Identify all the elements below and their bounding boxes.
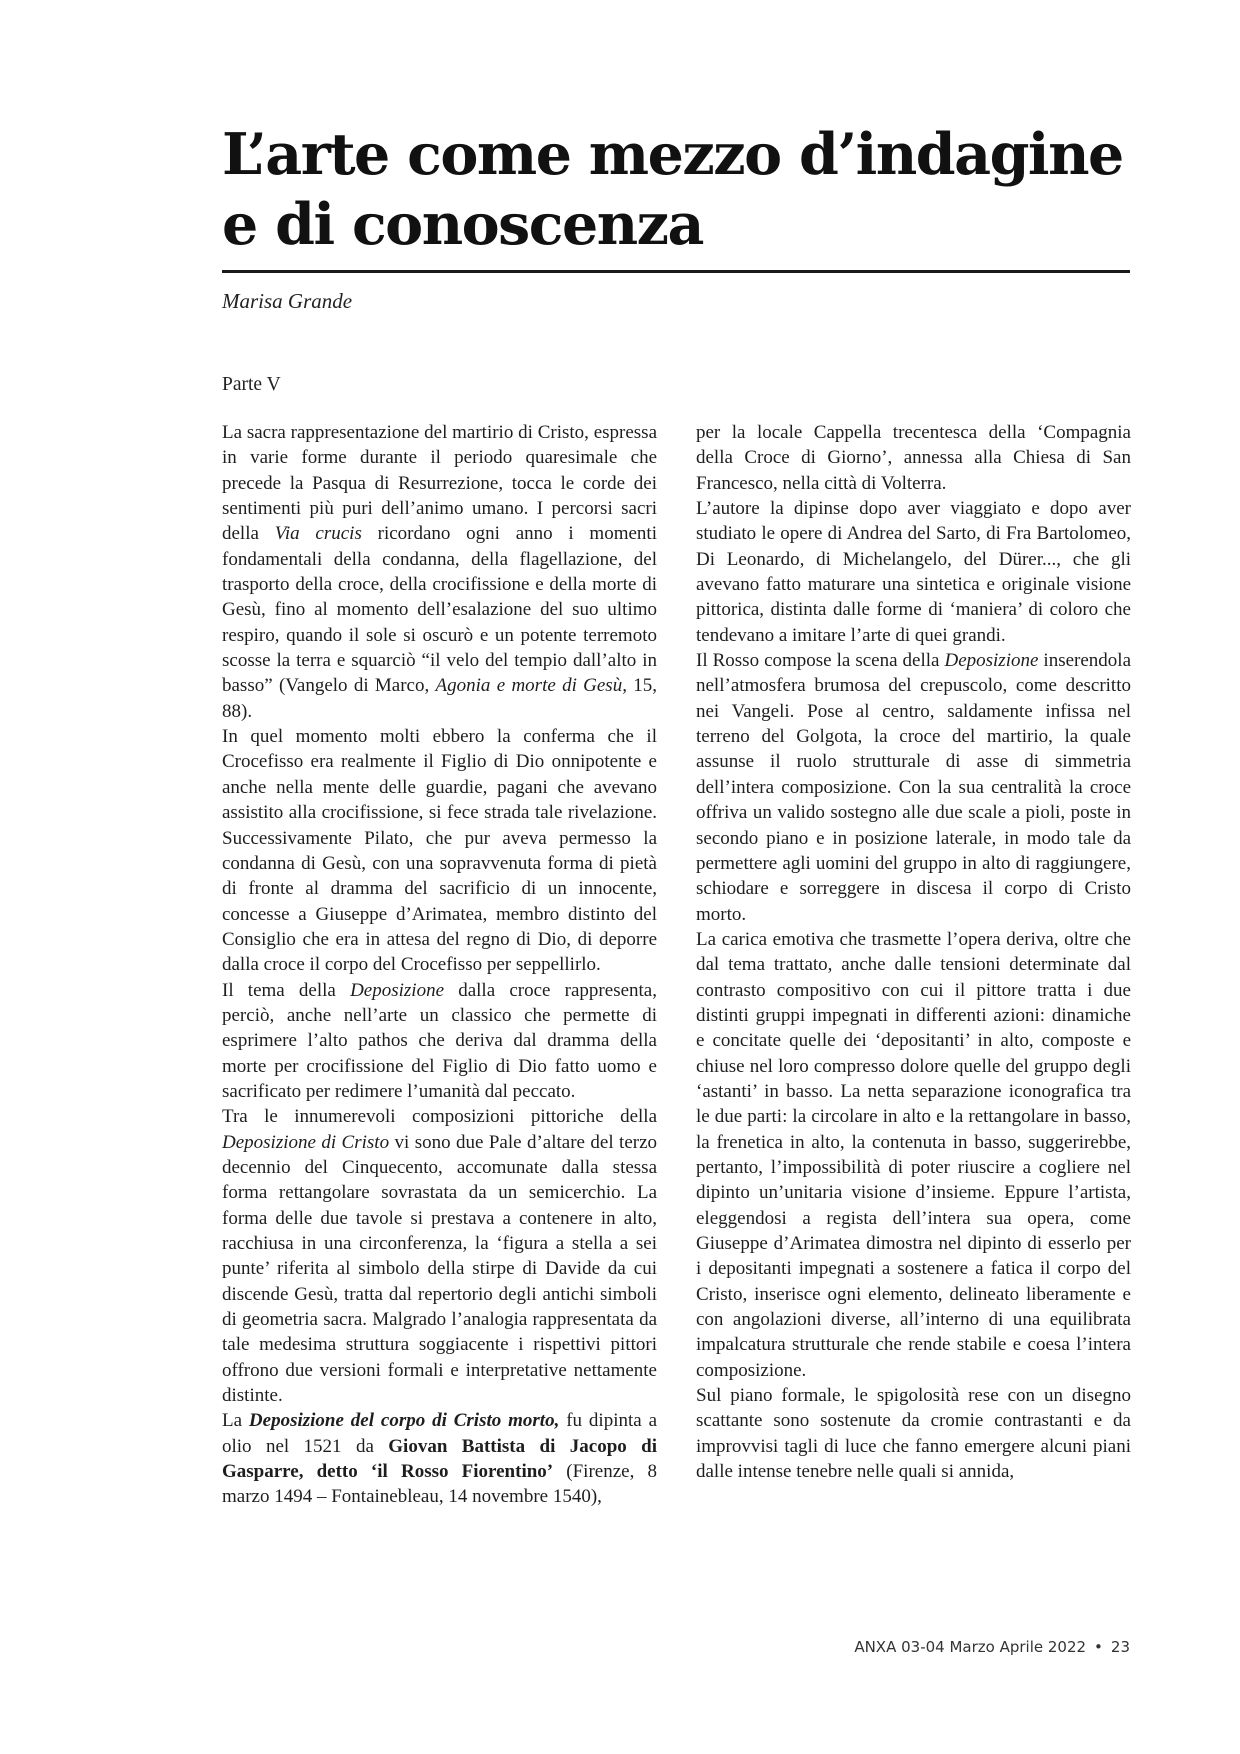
- paragraph: Il tema della Deposizione dalla croce rappresenta, perciò, anche nell’arte un classico che permette di esprimere l’alto pathos che deriva dal dramma della morte per crocifissione del Figlio di Dio fatto uomo e sacrificato per redimere l’umanità dal peccato.: [222, 979, 657, 1102]
- paragraph: L’autore la dipinse dopo aver viaggiato e dopo aver studiato le opere di Andrea del Sarto, di Fra Bartolomeo, Di Leonardo, di Michelangelo, del Dürer..., che gli avevano fatto maturare una sintetica e originale visione pittorica, distinta dalle forme di ‘maniera’ di coloro che tendevano a imitare l’arte di quei grandi.: [696, 498, 1131, 646]
- issue-label: ANXA 03-04 Marzo Aprile 2022: [854, 1638, 1087, 1656]
- paragraph: per la locale Cappella trecentesca della ‘Compagnia della Croce di Giorno’, annessa alla Chiesa di San Francesco, nella città di Volterra.: [696, 422, 1131, 494]
- page-number: 23: [1110, 1638, 1130, 1656]
- paragraph: La Deposizione del corpo di Cristo morto, fu dipinta a olio nel 1521 da Giovan Battista di Jacopo di Gasparre, detto ‘il Rosso Fiorentino’ (Firenze, 8 marzo 1494 – Fontainebleau, 14 novembre 1540),: [222, 1410, 657, 1508]
- paragraph: Tra le innumerevoli composizioni pittoriche della Deposizione di Cristo vi sono due Pale d’altare del terzo decennio del Cinquecento, accomunate dalla stessa forma rettangolare sovrastata da un semicerchio. La forma delle due tavole si prestava a contenere in alto, racchiusa in una circonferenza, la ‘figura a stella a sei punte’ riferita al simbolo della stirpe di Davide da cui discende Gesù, tratta dal repertorio degli antichi simboli di geometria sacra. Malgrado l’analogia rappresentata da tale medesima struttura soggiacente i rispettivi pittori offrono due versioni formali e interpretative nettamente distinte.: [222, 1106, 657, 1407]
- left-column: [222, 420, 657, 1535]
- page-footer: [854, 1638, 1130, 1656]
- paragraph: La sacra rappresentazione del martirio di Cristo, espressa in varie forme durante il periodo quaresimale che precede la Pasqua di Resurrezione, tocca le corde dei sentimenti più puri dell’animo umano. I percorsi sacri della Via crucis ricordano ogni anno i momenti fondamentali della condanna, della flagellazione, del trasporto della croce, della crocifissione e della morte di Gesù, fino al momento dell’esalazione del suo ultimo respiro, quando il sole si oscurò e un potente terremoto scosse la terra e squarciò “il velo del tempio dall’alto in basso” (Vangelo di Marco, Agonia e morte di Gesù, 15, 88).: [222, 422, 657, 722]
- paragraph: Sul piano formale, le spigolosità rese con un disegno scattante sono sostenute da cromie contrastanti e da improvvisi tagli di luce che fanno emergere alcuni piani dalle intense tenebre nelle quali si annida,: [696, 1385, 1131, 1483]
- part-label: Parte V: [222, 374, 281, 395]
- paragraph: La carica emotiva che trasmette l’opera deriva, oltre che dal tema trattato, anche dalle tensioni determinate dal contrasto compositivo con cui il pittore tratta i due distinti gruppi impegnati in differenti azioni: dinamiche e concitate quelle dei ‘depositanti’ in alto, composte e chiuse nel loro compresso dolore quelle del gruppo degli ‘astanti’ in basso. La netta separazione iconografica tra le due parti: la circolare in alto e la rettangolare in basso, la frenetica in alto, la contenuta in basso, suggerirebbe, pertanto, l’impossibilità di poter riuscire a cogliere nel dipinto un’unitaria visione d’insieme. Eppure l’artista, eleggendosi a regista dell’intera sua opera, come Giuseppe d’Arimatea dimostra nel dipinto di esserlo per i depositanti impegnati a sostenere a fatica il corpo del Cristo, inserisce ogni elemento, delineato liberamente e con angolazioni diverse, all’interno di una equilibrata impalcatura strutturale che rende stabile e coesa l’intera composizione.: [696, 928, 1131, 1381]
- author-name: Marisa Grande: [222, 289, 353, 313]
- bullet-separator: •: [1094, 1638, 1103, 1656]
- title-rule: [222, 270, 1130, 273]
- article-title: L’arte come mezzo d’indagine e di conoscenza: [222, 121, 1123, 258]
- right-column: [696, 420, 1131, 1535]
- paragraph: Il Rosso compose la scena della Deposizione inserendola nell’atmosfera brumosa del crepuscolo, come descritto nei Vangeli. Pose al centro, saldamente infissa nel terreno del Golgota, la croce del martirio, la quale assunse il ruolo strutturale di asse di simmetria dell’intera composizione. Con la sua centralità la croce offriva un valido sostegno alle due scale a pioli, poste in secondo piano e in posizione laterale, in modo tale da permettere agli uomini del gruppo in alto di raggiungere, schiodare e sorreggere in discesa il corpo di Cristo morto.: [696, 650, 1131, 925]
- paragraph: In quel momento molti ebbero la conferma che il Crocefisso era realmente il Figlio di Dio onnipotente e anche nella mente delle guardie, pagani che avevano assistito alla crocifissione, si fece strada tale rivelazione. Successivamente Pilato, che pur aveva permesso la condanna di Gesù, con una sopravvenuta forma di pietà di fronte al dramma del sacrificio di un innocente, concesse a Giuseppe d’Arimatea, membro distinto del Consiglio che era in attesa del regno di Dio, di deporre dalla croce il corpo del Crocefisso per seppellirlo.: [222, 726, 657, 976]
